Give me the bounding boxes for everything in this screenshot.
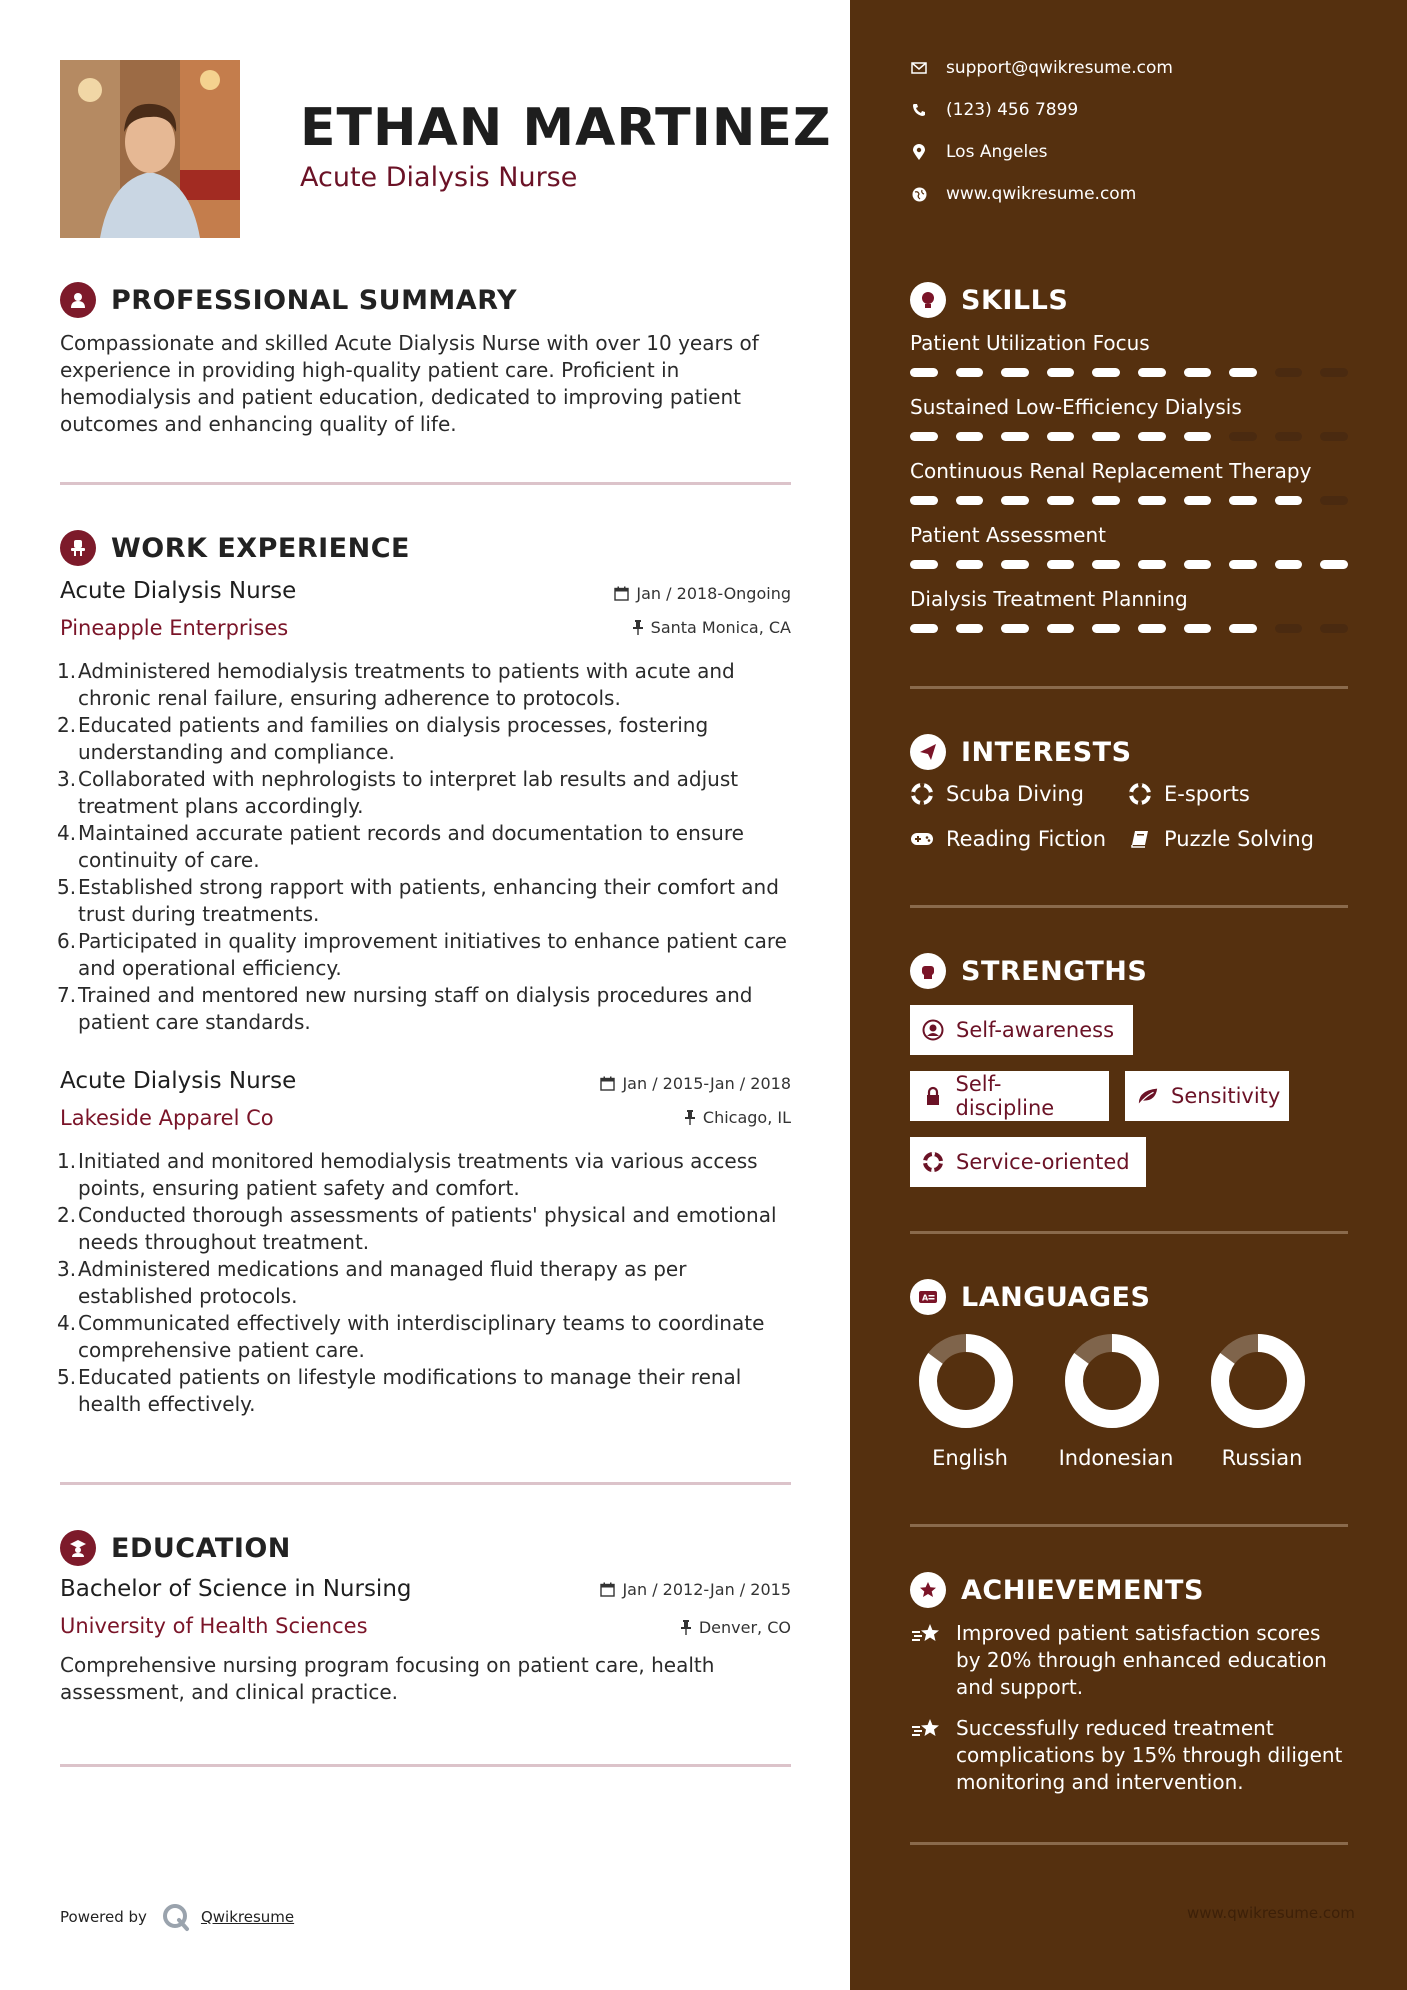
job-date bbox=[614, 584, 791, 603]
skill-level-bar bbox=[910, 496, 1348, 506]
skill-segment-filled bbox=[1092, 432, 1120, 441]
interests-section-header bbox=[910, 734, 1132, 770]
job-location bbox=[684, 1108, 791, 1127]
qwikresume-link[interactable]: Qwikresume bbox=[200, 1908, 295, 1926]
skill-segment-filled bbox=[910, 368, 938, 377]
skill-level-bar bbox=[910, 368, 1348, 378]
location-text: Los Angeles bbox=[946, 142, 1048, 162]
education-section-header bbox=[60, 1530, 291, 1566]
job-title: Acute Dialysis Nurse bbox=[60, 578, 297, 604]
skill-segment-filled bbox=[1320, 560, 1348, 569]
skill-segment-filled bbox=[1047, 560, 1075, 569]
skills-heading: SKILLS bbox=[961, 284, 1069, 316]
job-location bbox=[632, 618, 791, 637]
language-proficiency-ring bbox=[1062, 1331, 1162, 1431]
powered-by-label: Powered by bbox=[60, 1908, 147, 1926]
divider bbox=[910, 905, 1348, 908]
map-marker-icon bbox=[910, 143, 928, 161]
skill-segment-filled bbox=[1047, 432, 1075, 441]
skills-section-header bbox=[910, 282, 1068, 318]
list-item: 5. Educated patients on lifestyle modifications to manage their renal health effectively. bbox=[57, 1365, 742, 1416]
skill-name: Dialysis Treatment Planning bbox=[910, 587, 1188, 611]
paper-plane-icon bbox=[910, 734, 946, 770]
skill-segment-empty bbox=[1275, 432, 1303, 441]
calendar-icon bbox=[614, 586, 629, 601]
strength-badge: Service-oriented bbox=[910, 1137, 1146, 1187]
strengths-heading: STRENGTHS bbox=[961, 955, 1148, 987]
job-date bbox=[600, 1074, 791, 1093]
skill-segment-filled bbox=[1275, 496, 1303, 505]
pin-icon bbox=[632, 620, 644, 635]
skill-segment-filled bbox=[1138, 368, 1166, 377]
company-name: Pineapple Enterprises bbox=[60, 616, 289, 640]
languages-section-header bbox=[910, 1279, 1150, 1315]
work-section-header bbox=[60, 530, 410, 566]
skill-segment-empty bbox=[1320, 368, 1348, 377]
skill-segment-filled bbox=[1138, 432, 1166, 441]
divider bbox=[60, 1482, 791, 1485]
list-item: 4. Maintained accurate patient records and documentation to ensure continuity of care. bbox=[57, 821, 744, 872]
list-item: 2. Educated patients and families on dialysis processes, fostering understanding and compliance. bbox=[57, 713, 709, 764]
list-item: 1. Initiated and monitored hemodialysis treatments via various access points, ensuring patient safety and comfort. bbox=[57, 1149, 758, 1200]
skill-segment-filled bbox=[956, 496, 984, 505]
skill-segment-filled bbox=[1092, 368, 1120, 377]
strength-badge: Self-discipline bbox=[910, 1071, 1109, 1121]
interest-item: Reading Fiction bbox=[910, 827, 1106, 851]
lifebuoy-icon bbox=[1128, 782, 1152, 806]
work-heading: WORK EXPERIENCE bbox=[111, 532, 410, 564]
lifebuoy-icon bbox=[922, 1151, 944, 1173]
candidate-name: ETHAN MARTINEZ bbox=[300, 98, 832, 158]
list-item: 1. Administered hemodialysis treatments to patients with acute and chronic renal failure, ensuring adherence to protocols. bbox=[57, 659, 735, 710]
skill-segment-empty bbox=[1320, 624, 1348, 633]
skill-segment-filled bbox=[956, 368, 984, 377]
summary-text: Compassionate and skilled Acute Dialysis Nurse with over 10 years of experience in providing high-quality patient care. Proficient in hemodialysis and patient education, dedicated to improving patient outcomes and enhancing quality of life. bbox=[60, 331, 759, 436]
gamepad-icon bbox=[910, 827, 934, 851]
achievement-item: Successfully reduced treatment complications by 15% through diligent monitoring and intervention. bbox=[910, 1715, 1350, 1796]
svg-text:A: A bbox=[922, 1293, 929, 1303]
skill-level-bar bbox=[910, 432, 1348, 442]
strengths-section-header bbox=[910, 953, 1147, 989]
phone-icon bbox=[910, 101, 928, 119]
book-icon bbox=[1128, 827, 1152, 851]
phone-text: (123) 456 7899 bbox=[946, 100, 1079, 120]
skill-segment-filled bbox=[1001, 368, 1029, 377]
calendar-icon bbox=[600, 1076, 615, 1091]
list-item: 5. Established strong rapport with patients, enhancing their comfort and trust during treatments. bbox=[57, 875, 779, 926]
education-heading: EDUCATION bbox=[111, 1532, 291, 1564]
skill-segment-filled bbox=[910, 560, 938, 569]
leaf-icon bbox=[1137, 1085, 1159, 1107]
skill-segment-filled bbox=[1092, 560, 1120, 569]
divider bbox=[910, 1842, 1348, 1845]
skill-segment-filled bbox=[1184, 496, 1212, 505]
job-location-text: Chicago, IL bbox=[702, 1108, 791, 1127]
fist-icon bbox=[910, 953, 946, 989]
education-location-text: Denver, CO bbox=[698, 1618, 791, 1637]
skill-segment-filled bbox=[1184, 624, 1212, 633]
divider bbox=[60, 482, 791, 485]
interest-item: E-sports bbox=[1128, 782, 1250, 806]
skill-segment-filled bbox=[1092, 624, 1120, 633]
education-date bbox=[600, 1580, 791, 1599]
education-date-text: Jan / 2012-Jan / 2015 bbox=[622, 1580, 791, 1599]
skill-segment-filled bbox=[910, 432, 938, 441]
education-description: Comprehensive nursing program focusing on patient care, health assessment, and clinical practice. bbox=[60, 1653, 715, 1704]
list-item: 2. Conducted thorough assessments of patients' physical and emotional needs throughout treatment. bbox=[57, 1203, 777, 1254]
lock-icon bbox=[922, 1085, 944, 1107]
skill-segment-filled bbox=[910, 496, 938, 505]
website-text: www.qwikresume.com bbox=[946, 184, 1137, 204]
skill-segment-filled bbox=[1092, 496, 1120, 505]
list-item: 4. Communicated effectively with interdisciplinary teams to coordinate comprehensive patient care. bbox=[57, 1311, 765, 1362]
email-text: support@qwikresume.com bbox=[946, 58, 1173, 78]
skill-segment-empty bbox=[1320, 432, 1348, 441]
skill-segment-filled bbox=[956, 560, 984, 569]
skill-segment-filled bbox=[1001, 432, 1029, 441]
skill-segment-filled bbox=[1184, 560, 1212, 569]
language-name: English bbox=[932, 1446, 1008, 1470]
skill-segment-empty bbox=[1320, 496, 1348, 505]
skill-segment-filled bbox=[1138, 496, 1166, 505]
skill-segment-filled bbox=[1001, 624, 1029, 633]
skill-level-bar bbox=[910, 624, 1348, 634]
skill-name: Patient Utilization Focus bbox=[910, 331, 1150, 355]
language-proficiency-ring bbox=[1208, 1331, 1308, 1431]
skill-segment-filled bbox=[1001, 496, 1029, 505]
language-name: Russian bbox=[1221, 1446, 1303, 1470]
qwikresume-logo-icon bbox=[161, 1902, 191, 1932]
skill-segment-filled bbox=[1184, 368, 1212, 377]
job-date-text: Jan / 2018-Ongoing bbox=[636, 584, 791, 603]
skill-level-bar bbox=[910, 560, 1348, 570]
divider bbox=[60, 1764, 791, 1767]
user-icon bbox=[60, 282, 96, 318]
contact-email[interactable] bbox=[910, 58, 1173, 78]
powered-by bbox=[60, 1902, 294, 1932]
skill-segment-filled bbox=[1047, 368, 1075, 377]
graduate-icon bbox=[60, 1530, 96, 1566]
contact-website[interactable] bbox=[910, 184, 1136, 204]
achievements-heading: ACHIEVEMENTS bbox=[961, 1574, 1204, 1606]
skill-segment-empty bbox=[1229, 432, 1257, 441]
strength-badge: Self-awareness bbox=[910, 1005, 1133, 1055]
list-item: 7. Trained and mentored new nursing staff on dialysis procedures and patient care standards. bbox=[57, 983, 753, 1034]
globe-icon bbox=[910, 185, 928, 203]
skill-segment-filled bbox=[1047, 496, 1075, 505]
interest-item: Puzzle Solving bbox=[1128, 827, 1314, 851]
list-item: 3. Administered medications and managed fluid therapy as per established protocols. bbox=[57, 1257, 687, 1308]
list-item: 6. Participated in quality improvement initiatives to enhance patient care and operational efficiency. bbox=[57, 929, 787, 980]
chair-icon bbox=[60, 530, 96, 566]
job-responsibilities bbox=[57, 658, 800, 1036]
lightbulb-icon bbox=[910, 282, 946, 318]
skill-segment-filled bbox=[910, 624, 938, 633]
skill-segment-empty bbox=[1275, 624, 1303, 633]
education-location bbox=[680, 1618, 791, 1637]
skill-segment-filled bbox=[1047, 624, 1075, 633]
job-responsibilities bbox=[57, 1148, 800, 1418]
achievements-section-header bbox=[910, 1572, 1204, 1608]
lifebuoy-icon bbox=[910, 782, 934, 806]
calendar-icon bbox=[600, 1582, 615, 1597]
divider bbox=[910, 1524, 1348, 1527]
job-date-text: Jan / 2015-Jan / 2018 bbox=[622, 1074, 791, 1093]
skill-segment-filled bbox=[1229, 560, 1257, 569]
skill-segment-filled bbox=[1001, 560, 1029, 569]
skill-segment-filled bbox=[1138, 624, 1166, 633]
pin-icon bbox=[680, 1620, 692, 1635]
degree-title: Bachelor of Science in Nursing bbox=[60, 1576, 412, 1602]
skill-segment-filled bbox=[956, 432, 984, 441]
achievement-item: Improved patient satisfaction scores by 20% through enhanced education and support. bbox=[910, 1620, 1350, 1701]
skill-segment-filled bbox=[1275, 560, 1303, 569]
language-name: Indonesian bbox=[1058, 1446, 1174, 1470]
skill-segment-filled bbox=[956, 624, 984, 633]
footer-website[interactable]: www.qwikresume.com bbox=[1187, 1904, 1355, 1922]
envelope-icon bbox=[910, 59, 928, 77]
company-name: Lakeside Apparel Co bbox=[60, 1106, 274, 1130]
shooting-star-icon bbox=[910, 1622, 942, 1701]
summary-heading: PROFESSIONAL SUMMARY bbox=[111, 284, 518, 316]
interest-item: Scuba Diving bbox=[910, 782, 1084, 806]
skill-name: Sustained Low-Efficiency Dialysis bbox=[910, 395, 1242, 419]
star-badge-icon bbox=[910, 1572, 946, 1608]
strength-badge: Sensitivity bbox=[1125, 1071, 1289, 1121]
skill-segment-filled bbox=[1138, 560, 1166, 569]
divider bbox=[910, 686, 1348, 689]
skill-name: Patient Assessment bbox=[910, 523, 1106, 547]
skill-segment-filled bbox=[1184, 432, 1212, 441]
divider bbox=[910, 1231, 1348, 1234]
interests-heading: INTERESTS bbox=[961, 736, 1132, 768]
languages-heading: LANGUAGES bbox=[961, 1281, 1151, 1313]
skill-name: Continuous Renal Replacement Therapy bbox=[910, 459, 1312, 483]
skill-segment-filled bbox=[1229, 368, 1257, 377]
skill-segment-empty bbox=[1275, 368, 1303, 377]
summary-section-header bbox=[60, 282, 517, 318]
language-icon bbox=[910, 1279, 946, 1315]
language-proficiency-ring bbox=[916, 1331, 1016, 1431]
job-location-text: Santa Monica, CA bbox=[650, 618, 791, 637]
candidate-title: Acute Dialysis Nurse bbox=[300, 162, 578, 193]
contact-phone[interactable] bbox=[910, 100, 1078, 120]
school-name: University of Health Sciences bbox=[60, 1614, 368, 1638]
skill-segment-filled bbox=[1229, 624, 1257, 633]
job-title: Acute Dialysis Nurse bbox=[60, 1068, 297, 1094]
list-item: 3. Collaborated with nephrologists to interpret lab results and adjust treatment plans accordingly. bbox=[57, 767, 739, 818]
pin-icon bbox=[684, 1110, 696, 1125]
user-circle-icon bbox=[922, 1019, 944, 1041]
skill-segment-filled bbox=[1229, 496, 1257, 505]
profile-photo bbox=[60, 60, 240, 238]
shooting-star-icon bbox=[910, 1717, 942, 1796]
contact-location bbox=[910, 142, 1048, 162]
